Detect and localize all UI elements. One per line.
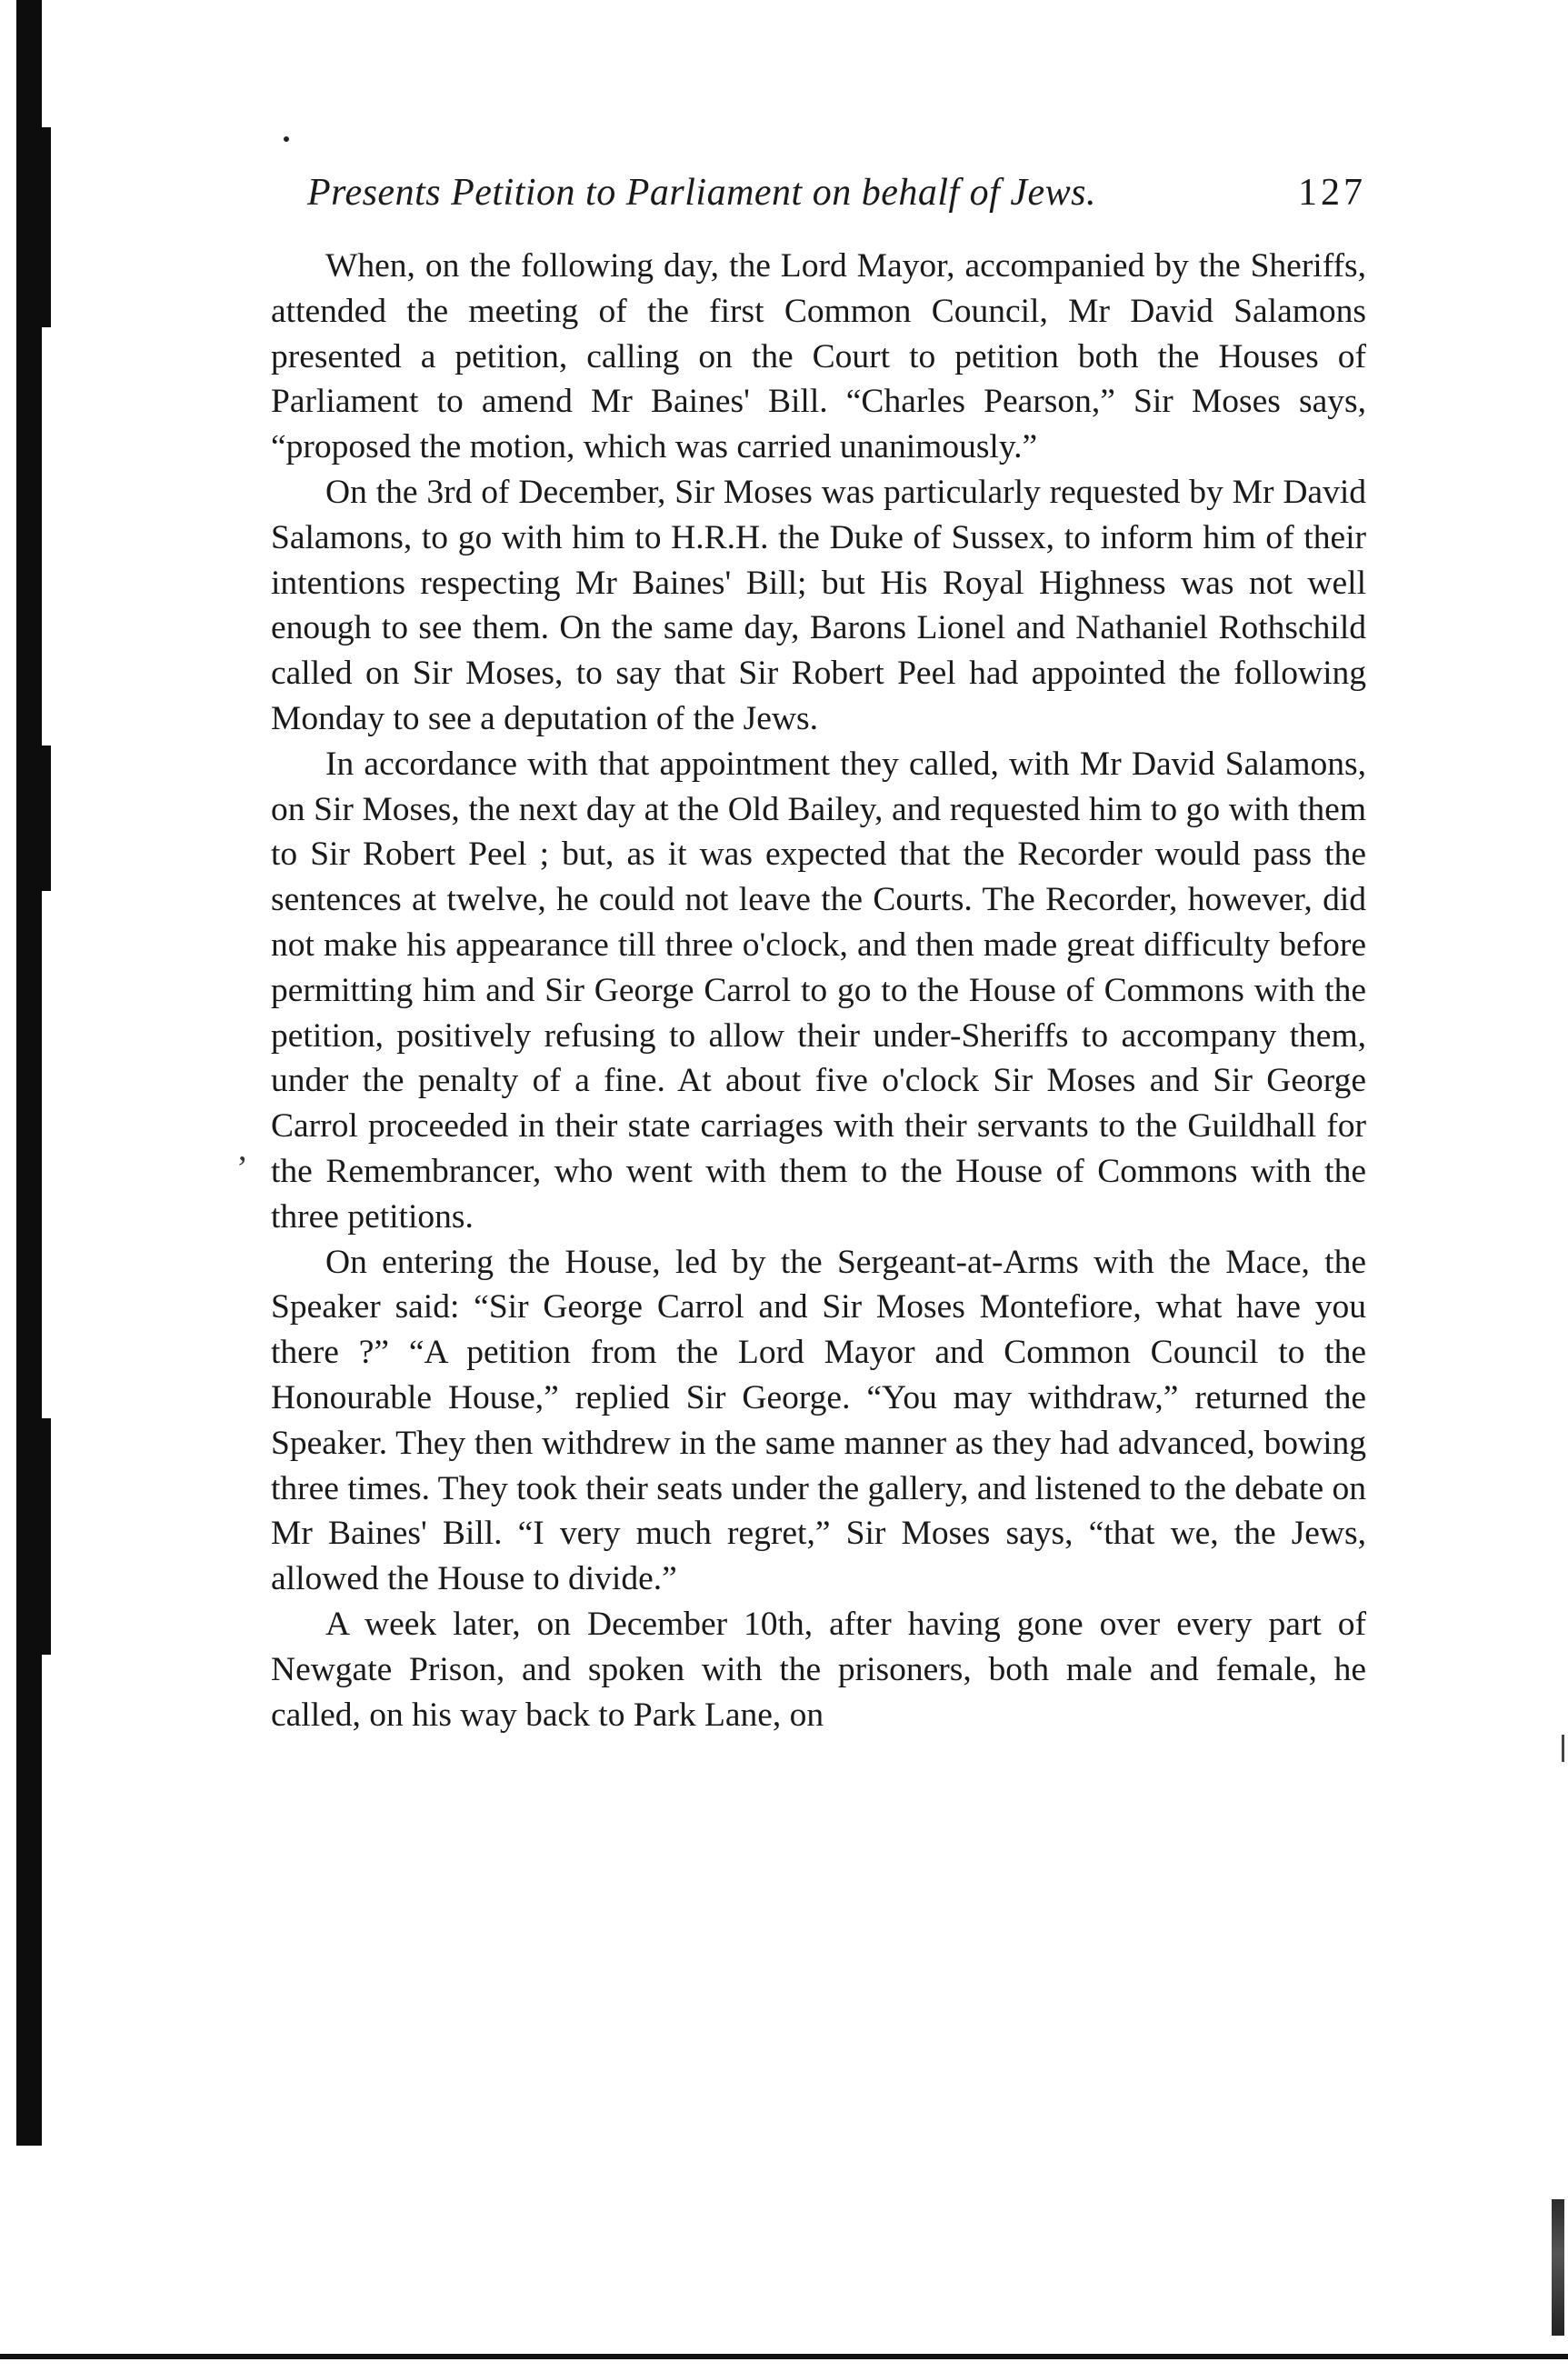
paragraph: In accordance with that appointment they called, with Mr David Salamons, on Sir Moses, the next day at the Old Bailey, and requested him to go with them to Sir Robert Peel ; but, as it was expected that the Recorder would pass the sentences at twelve, he could not leave the Courts. The Recorder, however, did not make his appearance till three o'clock, and then made great difficulty before permitting him and Sir George Carrol to go to the House of Commons with the petition, positively refusing to allow their under-Sheriffs to accompany them, under the penalty of a fine. At about five o'clock Sir Moses and Sir George Carrol proceeded in their state carriages with their servants to the Guildhall for the Remembrancer, who went with them to the House of Commons with the three petitions. [271, 745, 1366, 1236]
page-binding-shadow [16, 0, 42, 2146]
page-number: 127 [1298, 172, 1366, 214]
scan-speck [284, 136, 289, 142]
page-bottom-edge [0, 2354, 1568, 2359]
binding-shadow-notch [38, 746, 51, 891]
binding-shadow-notch [38, 127, 51, 327]
page-corner-shadow [1552, 2199, 1564, 2336]
paragraph: A week later, on December 10th, after having gone over every part of Newgate Prison, and spoken with the prisoners, both male and female, he called, on his way back to Park Lane, on [271, 1605, 1366, 1734]
book-page [271, 171, 1366, 1737]
body-text [271, 244, 1366, 1737]
paragraph: On the 3rd of December, Sir Moses was particularly requested by Mr David Salamons, to go with him to H.R.H. the Duke of Sussex, to inform him of their intentions respecting Mr Baines' Bill; but His Royal Highness was not well enough to see them. On the same day, Barons Lionel and Nathaniel Rothschild called on Sir Moses, to say that Sir Robert Peel had appointed the following Monday to see a deputation of the Jews. [271, 473, 1366, 737]
paragraph: On entering the House, led by the Sergeant-at-Arms with the Mace, the Speaker said: “Sir George Carrol and Sir Moses Montefiore, what have you there ?” “A petition from the Lord Mayor and Common Council to the Honourable House,” replied Sir George. “You may withdraw,” returned the Speaker. They then withdrew in the same manner as they had advanced, bowing three times. They took their seats under the gallery, and listened to the debate on Mr Baines' Bill. “I very much regret,” Sir Moses says, “that we, the Jews, allowed the House to divide.” [271, 1243, 1366, 1598]
running-header [271, 171, 1366, 244]
paragraph: When, on the following day, the Lord Mayor, accompanied by the Sheriffs, attended the meeting of the first Common Council, Mr David Salamons presented a petition, calling on the Court to petition both the Houses of Parliament to amend Mr Baines' Bill. “Charles Pearson,” Sir Moses says, “proposed the motion, which was carried unanimously.” [271, 247, 1366, 466]
running-header-title: Presents Petition to Parliament on behalf of Jews. [307, 172, 1096, 214]
binding-shadow-notch [38, 1418, 51, 1655]
scan-mark: , [238, 1130, 247, 1168]
scan-edge-tick [1562, 1735, 1564, 1762]
